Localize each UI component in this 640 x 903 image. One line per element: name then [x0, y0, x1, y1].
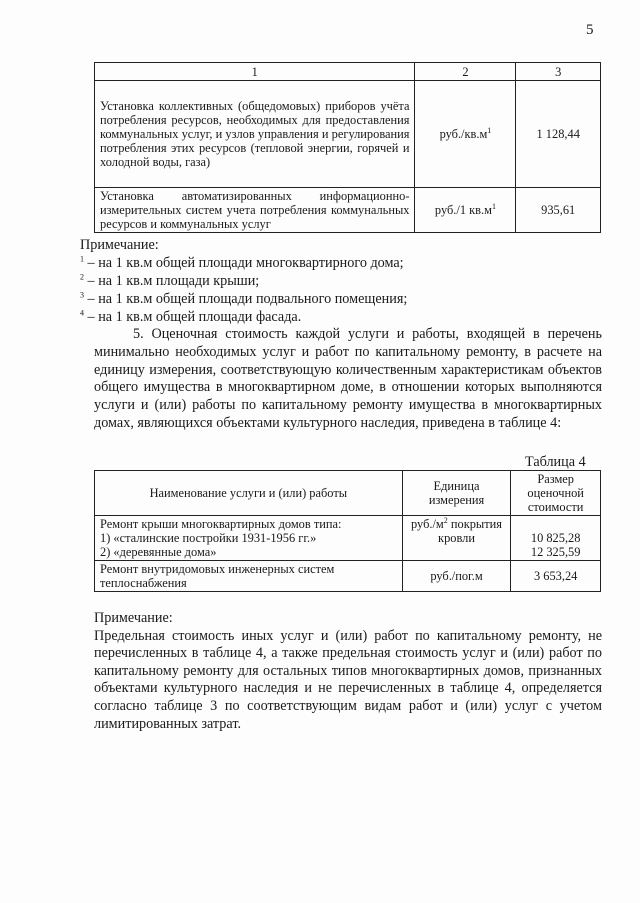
footnote-item — [80, 254, 610, 272]
footnote-ref: 1 — [491, 201, 496, 211]
footnote-text: – на 1 кв.м площади крыши; — [84, 273, 260, 289]
unit-of-measure — [415, 81, 516, 188]
unit-text: руб./кв.м — [439, 127, 488, 141]
unit-of-measure — [415, 188, 516, 233]
note-text: Предельная стоимость иных услуг и (или) работ по капитальному ремонту, не перечисленных в таблице 4, а также предельная стоимость услуг и (или) работ по капитальному ремонту для остальных типов многоквартирных домов, признанных объектами культурного наследия и не перечисленных в таблице 4, определяется согласно таблице 3 по соответствующим видам работ и (или) услуг с учетом лимитированных затрат. — [94, 627, 602, 732]
footnote-text: – на 1 кв.м общей площади многоквартирного дома; — [84, 255, 404, 271]
column-number-3: 3 — [516, 63, 601, 81]
service-name — [95, 516, 403, 561]
footnote-text: – на 1 кв.м общей площади подвального помещения; — [84, 291, 408, 307]
unit-text: руб./м — [411, 517, 444, 531]
page-number: 5 — [586, 22, 594, 38]
services-cost-table — [94, 62, 601, 233]
service-name-line: Ремонт крыши многоквартирных домов типа: — [100, 517, 342, 531]
footnote-item — [80, 272, 610, 290]
header-unit: Единица измерения — [402, 471, 511, 516]
note-title: Примечание: — [94, 610, 173, 626]
column-number-1: 1 — [95, 63, 415, 81]
note-title: Примечание: — [80, 237, 159, 253]
header-cost-size: Размер оценочной стоимости — [511, 471, 601, 516]
header-service-name: Наименование услуги и (или) работы — [95, 471, 403, 516]
service-name-line: 1) «сталинские постройки 1931-1956 гг.» — [100, 531, 317, 545]
footnote-text: – на 1 кв.м общей площади фасада. — [84, 309, 302, 325]
column-number-2: 2 — [415, 63, 516, 81]
table-header-row — [95, 471, 601, 516]
table-row — [95, 81, 601, 188]
table-row — [95, 516, 601, 561]
unit-text-suffix: покрытия кровли — [438, 517, 502, 545]
footnote-mark: 3 — [80, 290, 84, 300]
footnote-item — [80, 308, 610, 326]
cost-value — [511, 516, 601, 561]
closing-note — [94, 610, 602, 733]
service-name: Ремонт внутридомовых инженерных систем теплоснабжения — [95, 561, 403, 592]
service-name: Установка автоматизированных информационно-измерительных систем учета потребления коммунальных ресурсов и коммунальных услуг — [95, 188, 415, 233]
table-row — [95, 561, 601, 592]
cost-value: 3 653,24 — [511, 561, 601, 592]
footnotes-note — [80, 236, 610, 326]
unit-superscript: 2 — [443, 515, 448, 525]
cost-value: 935,61 — [516, 188, 601, 233]
footnote-ref: 1 — [487, 125, 492, 135]
paragraph-text: 5. Оценочная стоимость каждой услуги и работы, входящей в перечень минимально необходимых услуг и работ по капитальному ремонту, в расчете на единицу измерения, соответствующую количественным характеристикам объектов общего имущества в многоквартирном доме, в отношении которых выполняются услуги и (или) работы по капитальному ремонту имущества в многоквартирных домах, являющихся объектами культурного наследия, приведена в таблице 4: — [94, 326, 602, 431]
table-row — [95, 188, 601, 233]
unit-of-measure — [402, 516, 511, 561]
cost-value-line: 12 325,59 — [530, 545, 581, 559]
footnote-mark: 1 — [80, 254, 84, 264]
cost-value-line: 10 825,28 — [530, 531, 581, 545]
cultural-heritage-cost-table — [94, 470, 601, 592]
table-header-row — [95, 63, 601, 81]
footnote-item — [80, 290, 610, 308]
unit-of-measure: руб./пог.м — [402, 561, 511, 592]
paragraph-5 — [94, 326, 602, 433]
service-name-line: 2) «деревянные дома» — [100, 545, 217, 559]
footnote-mark: 4 — [80, 308, 84, 318]
table-caption: Таблица 4 — [525, 454, 586, 470]
service-name: Установка коллективных (общедомовых) приборов учёта потребления ресурсов, необходимых для предоставления коммунальных услуг, и узлов управления и регулирования потребления этих ресурсов (тепловой энергии, горячей и холодной воды, газа) — [95, 81, 415, 188]
cost-value: 1 128,44 — [516, 81, 601, 188]
footnote-mark: 2 — [80, 272, 84, 282]
unit-text: руб./1 кв.м — [434, 203, 492, 217]
